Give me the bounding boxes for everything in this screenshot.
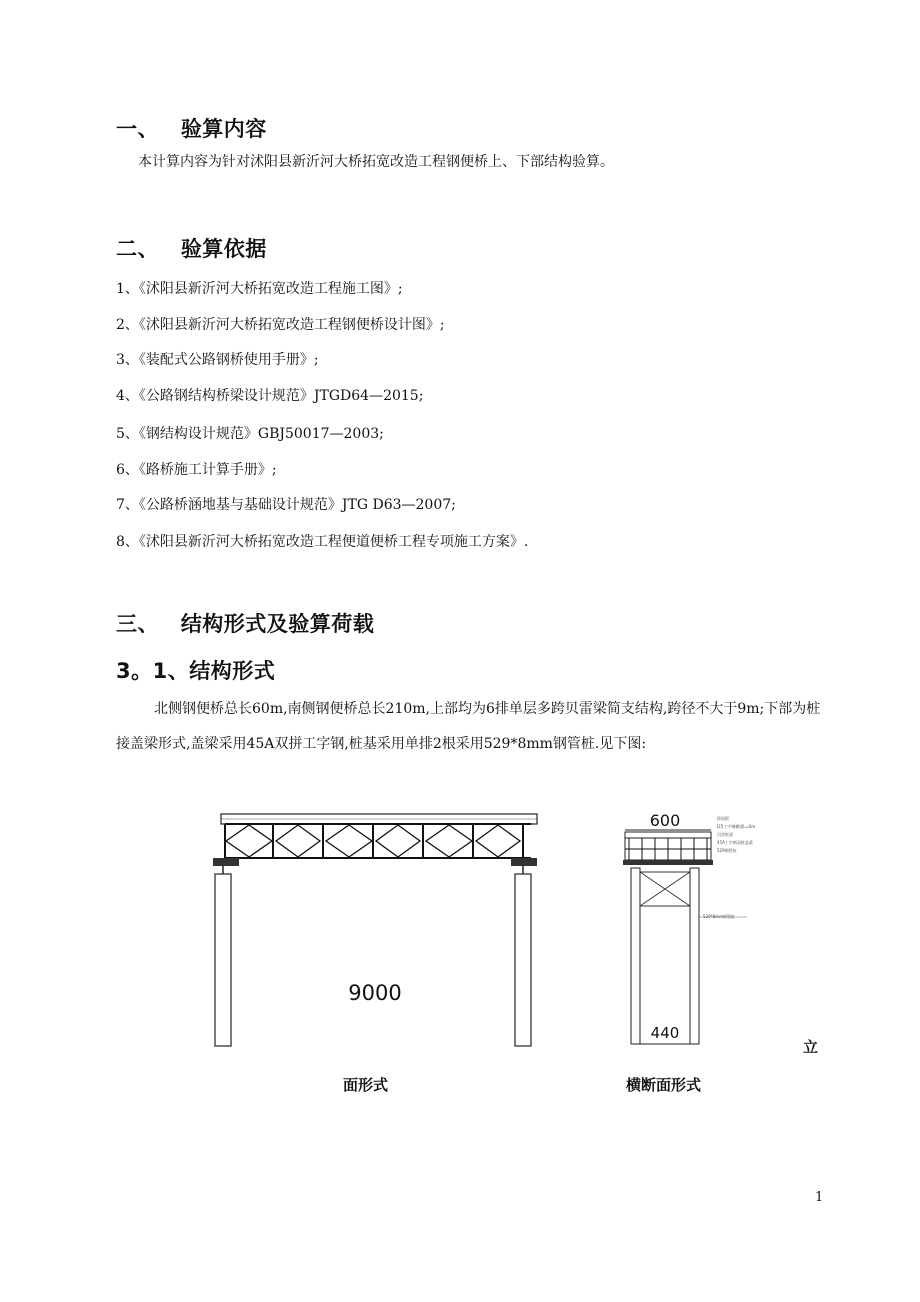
subsection-title: 3。1、结构形式: [116, 659, 276, 683]
section2-title: 验算依据: [180, 237, 267, 261]
cap-beam-left: [213, 858, 239, 866]
section2-number: 二、: [116, 237, 159, 261]
cross-section-drawing: [615, 808, 760, 1053]
pile-left: [631, 868, 640, 1044]
cap-beam-right: [511, 858, 537, 866]
reference-item: 1、《沭阳县新沂河大桥拓宽改造工程施工图》;: [116, 281, 403, 297]
reference-item: 4、《公路钢结构桥梁设计规范》JTGD64—2015;: [116, 388, 424, 404]
reference-item: 5、《钢结构设计规范》GBJ50017—2003;: [116, 426, 384, 442]
caption-elevation: 面形式: [343, 1076, 389, 1094]
svg-text:529钢管桩: 529钢管桩: [717, 848, 737, 853]
reference-item: 6、《路桥施工计算手册》;: [116, 462, 277, 478]
page-number: 1: [815, 1190, 824, 1205]
pile-right: [690, 868, 699, 1044]
section1-heading: [116, 113, 267, 143]
svg-text:529*8mm钢管桩: 529*8mm钢管桩: [703, 914, 735, 919]
elevation-drawing: [205, 808, 545, 1053]
section3-title: 结构形式及验算荷载: [180, 612, 375, 636]
section3-heading: [116, 608, 374, 638]
reference-item: 8、《沭阳县新沂河大桥拓宽改造工程便道便桥工程专项施工方案》.: [116, 534, 529, 550]
pile-spacing-dimension: 440: [650, 1024, 680, 1042]
pile-left: [215, 874, 231, 1046]
reference-item: 2、《沭阳县新沂河大桥拓宽改造工程钢便桥设计图》;: [116, 317, 445, 333]
section1-number: 一、: [116, 117, 159, 141]
section3-number: 三、: [116, 612, 159, 636]
svg-text:45A工字钢双拼盖梁: 45A工字钢双拼盖梁: [717, 840, 753, 845]
cap-beam: [623, 860, 713, 865]
span-dimension: 9000: [348, 981, 402, 1005]
reference-item: 7、《公路桥涵地基与基础设计规范》JTG D63—2007;: [116, 497, 456, 513]
section2-heading: [116, 233, 267, 263]
section1-title: 验算内容: [180, 117, 267, 141]
caption-stray: 立: [803, 1038, 819, 1056]
deck-width-dimension: 600: [649, 811, 681, 830]
svg-text:I25工字钢横梁L=6m: I25工字钢横梁L=6m: [717, 824, 756, 829]
section1-text: 本计算内容为针对沭阳县新沂河大桥拓宽改造工程钢便桥上、下部结构验算。: [138, 154, 614, 170]
svg-text:桥面板: 桥面板: [717, 816, 729, 821]
pile-right: [515, 874, 531, 1046]
caption-cross-section: 横断面形式: [626, 1076, 702, 1094]
svg-text:贝雷纵梁: 贝雷纵梁: [717, 832, 733, 837]
reference-item: 3、《装配式公路钢桥使用手册》;: [116, 352, 319, 368]
structure-paragraph: 北侧钢便桥总长60m,南侧钢便桥总长210m,上部均为6排单层多跨贝雷梁简支结构,跨径不大于9m;下部为桩接盖梁形式,盖梁采用45A双拼工字钢,桩基采用单排2根采用529*8mm钢管桩.见下图:: [116, 701, 821, 752]
